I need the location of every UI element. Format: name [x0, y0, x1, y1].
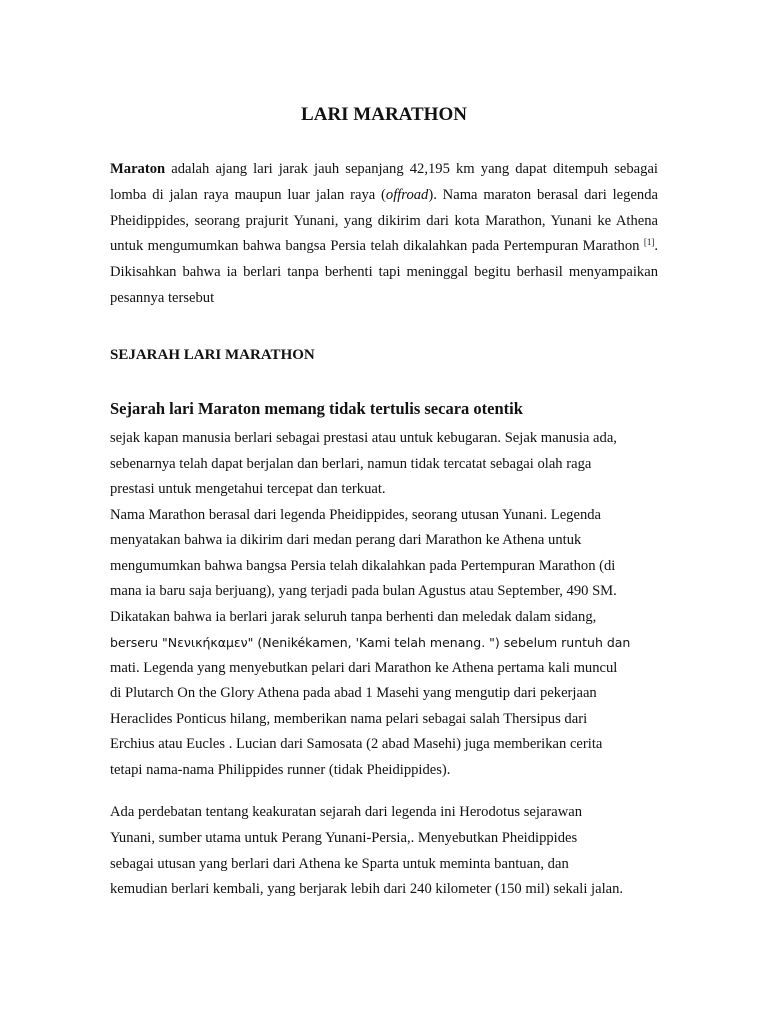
body-line: tetapi nama-nama Philippides runner (tidak Pheidippides). [110, 761, 451, 778]
body-line: Dikatakan bahwa ia berlari jarak seluruh tanpa berhenti dan meledak dalam sidang, [110, 608, 597, 625]
intro-italic-term: offroad [385, 186, 429, 203]
body-line: prestasi untuk mengetahui tercepat dan terkuat. [110, 481, 386, 497]
footnote-reference[interactable]: [1] [643, 237, 655, 248]
intro-text-2: ). Nama maraton berasal dari legenda Pheidippides, seorang prajurit Yunani, yang dikirim dari kota Marathon, Yunani ke Athena untuk mengumumkan bahwa bangsa Persia telah dikalahkan pada Pertempuran Marathon [110, 186, 658, 255]
intro-text-1: adalah ajang lari jarak jauh sepanjang 42,195 km yang dapat ditempuh sebagai lomba di jalan raya maupun luar jalan raya ( [110, 161, 658, 203]
body-line: Nama Marathon berasal dari legenda Pheidippides, seorang utusan Yunani. Legenda [110, 506, 602, 523]
section-heading: SEJARAH LARI MARATHON [110, 347, 315, 363]
intro-bold-term: Maraton [110, 161, 166, 177]
body-line: menyatakan bahwa ia dikirim dari medan perang dari Marathon ke Athena untuk [110, 532, 582, 548]
body-line: mana ia baru saja berjuang), yang terjadi pada bulan Agustus atau September, 490 SM. [110, 583, 617, 599]
body-line: mengumumkan bahwa bangsa Persia telah dikalahkan pada Pertempuran Marathon (di [110, 557, 616, 574]
body-line: di Plutarch On the Glory Athena pada abad 1 Masehi yang mengutip dari pekerjaan [110, 685, 597, 701]
body-line: sebenarnya telah dapat berjalan dan berlari, namun tidak tercatat sebagai olah raga [110, 455, 592, 472]
body-line: mati. Legenda yang menyebutkan pelari dari Marathon ke Athena pertama kali muncul [110, 659, 618, 676]
history-paragraph [110, 426, 670, 783]
body-line: kemudian berlari kembali, yang berjarak lebih dari 240 kilometer (150 mil) sekali jalan. [110, 881, 624, 898]
intro-paragraph [110, 157, 658, 312]
document-title: LARI MARATHON [301, 104, 467, 125]
body-line: sejak kapan manusia berlari sebagai prestasi atau untuk kebugaran. Sejak manusia ada, [110, 430, 617, 446]
body-line: Yunani, sumber utama untuk Perang Yunani-Persia,. Menyebutkan Pheidippides [110, 829, 578, 846]
body-line: sebagai utusan yang berlari dari Athena ke Sparta untuk meminta bantuan, dan [110, 855, 569, 872]
debate-paragraph [110, 800, 670, 903]
intro-text-3: . Dikisahkan bahwa ia berlari tanpa berhenti tapi meninggal begitu berhasil menyampaikan pesannya tersebut [110, 238, 658, 306]
body-line: Heraclides Ponticus hilang, memberikan nama pelari sebagai salah Thersipus dari [110, 710, 588, 727]
subheading: Sejarah lari Maraton memang tidak tertulis secara otentik [110, 399, 523, 418]
body-line: Erchius atau Eucles . Lucian dari Samosata (2 abad Masehi) juga memberikan cerita [110, 736, 603, 752]
body-line: Ada perdebatan tentang keakuratan sejarah dari legenda ini Herodotus sejarawan [110, 804, 583, 820]
body-line-greek-quote: berseru "Νενικήκαμεν" (Nenikékamen, 'Kami telah menang. ") sebelum runtuh dan [110, 635, 631, 650]
